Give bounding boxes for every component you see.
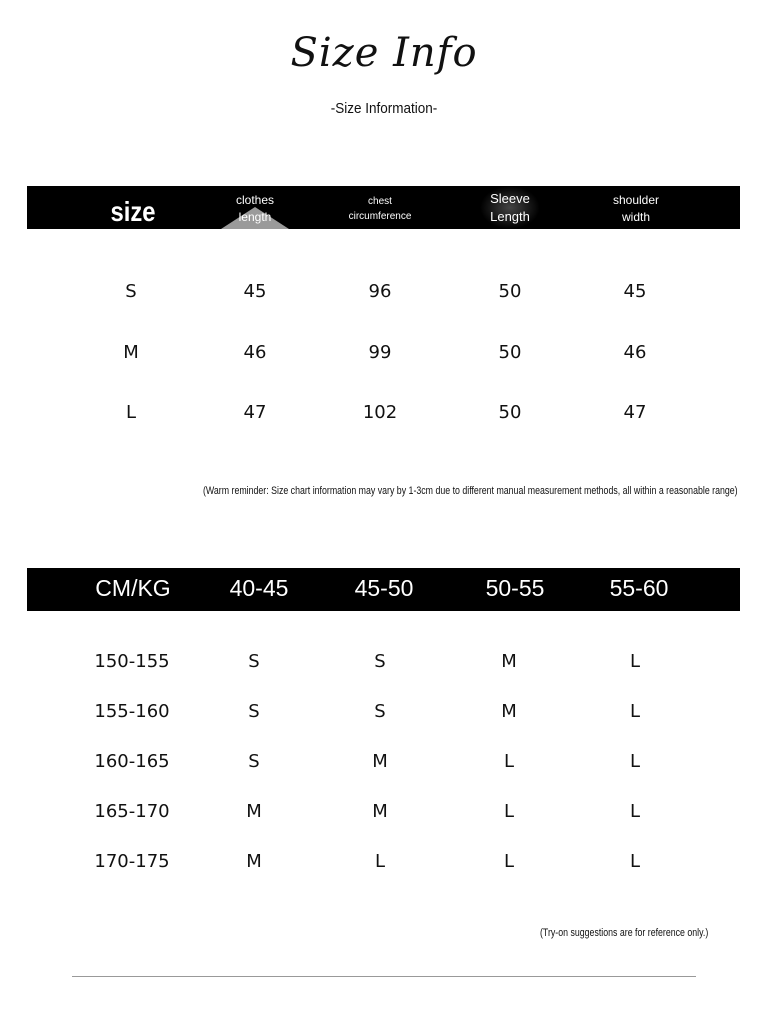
size-cell: S [248,701,260,722]
size-cell: S [374,701,386,722]
sleeve-cell: 50 [498,342,522,363]
height-cell: 165-170 [94,801,170,822]
height-cell: 150-155 [94,651,170,672]
table-row [0,701,768,731]
size-cell: M [501,651,517,672]
height-cell: 170-175 [94,851,170,872]
size-cell: L [629,651,641,672]
header-weight-40-45: 40-45 [229,575,289,601]
table-row [0,851,768,881]
chest-cell: 96 [368,281,392,302]
size-cell: L [503,751,515,772]
size-table-header-labels [0,186,768,229]
size-cell: L [503,851,515,872]
header-weight-50-55: 50-55 [485,575,545,601]
page-title: Size Info [290,30,478,76]
chest-cell: 99 [368,342,392,363]
header-weight-45-50: 45-50 [354,575,414,601]
header-chest-line1: chest [368,196,392,207]
header-cm-kg: CM/KG [95,575,171,601]
clothes-length-cell: 46 [243,342,267,363]
size-cell: M [123,342,139,363]
header-shoulder-line1: shoulder [612,193,660,207]
header-sleeve-line1: Sleeve [490,191,530,206]
table-row [0,651,768,681]
size-cell: L [629,851,641,872]
header-size: size [110,196,156,227]
size-cell: M [246,851,262,872]
try-on-note: (Try-on suggestions are for reference only.) [540,927,709,939]
height-cell: 155-160 [94,701,170,722]
clothes-length-cell: 45 [243,281,267,302]
size-cell: L [629,701,641,722]
table-row [0,342,768,372]
header-shoulder-line2: width [621,210,650,224]
table-row [0,281,768,311]
size-cell: S [374,651,386,672]
sleeve-cell: 50 [498,402,522,423]
size-cell: L [374,851,386,872]
header-sleeve [450,190,570,226]
bottom-divider [72,976,696,977]
header-shoulder [576,192,696,226]
shoulder-cell: 46 [623,342,647,363]
header-clothes-length-line2: length [238,210,272,224]
warm-reminder-note: (Warm reminder: Size chart information may vary by 1-3cm due to different manual measurement methods, all within a reasonable range) [203,485,738,497]
header-chest [320,194,440,224]
size-cell: M [501,701,517,722]
header-sleeve-line2: Length [490,209,530,224]
table-row [0,801,768,831]
size-cell: L [629,751,641,772]
page-subtitle: -Size Information- [330,100,438,117]
header-weight-55-60: 55-60 [609,575,669,601]
size-cell: M [246,801,262,822]
size-cell: S [248,751,260,772]
height-cell: 160-165 [94,751,170,772]
table-row [0,402,768,432]
header-clothes-length [195,192,315,226]
size-cell: M [372,801,388,822]
size-cell: L [125,402,137,423]
shoulder-cell: 45 [623,281,647,302]
header-chest-line2: circumference [348,211,412,222]
size-cell: S [125,281,137,302]
size-cell: L [629,801,641,822]
table-row [0,751,768,781]
size-cell: L [503,801,515,822]
size-cell: S [248,651,260,672]
header-clothes-length-line1: clothes [235,193,275,207]
fit-table-header [27,568,740,611]
shoulder-cell: 47 [623,402,647,423]
chest-cell: 102 [362,402,398,423]
sleeve-cell: 50 [498,281,522,302]
clothes-length-cell: 47 [243,402,267,423]
size-cell: M [372,751,388,772]
